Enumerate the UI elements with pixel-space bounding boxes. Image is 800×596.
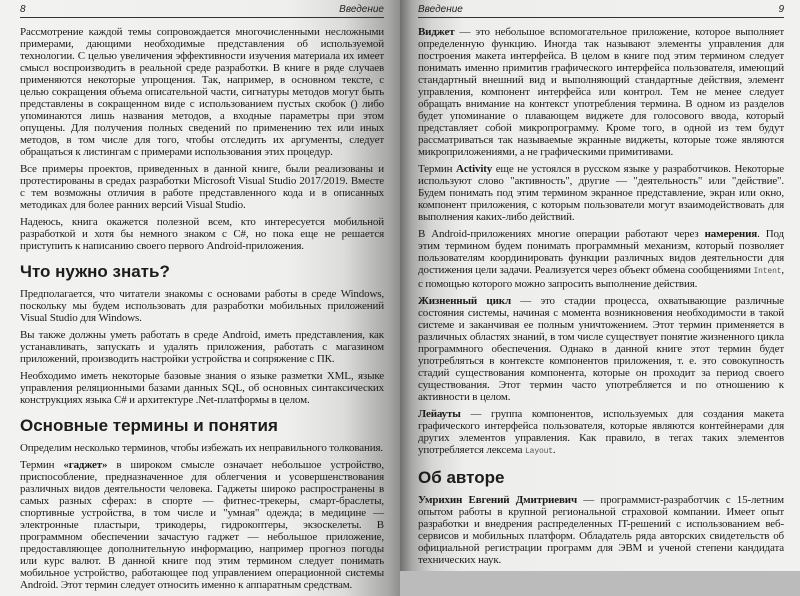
page-number: 9 [778, 4, 784, 15]
page-header [418, 4, 784, 18]
term: Умрихин Евгений Дмитриевич [418, 494, 577, 506]
text: в широком смысле означает небольшое устройство, приспособление, предназначенное для облегчения и усовершенствования различных видов деятельности человека. Гаджеты широко распространены в самых разных сферах: в спорте — фитнес-трекеры, смарт-браслеты, спортивные устройства, в том числе и "умная" одежда; в медицине — электронные пластыри, трикодеры, гидрокоптеры, экзоскелеты. В программном обеспечении зачастую гаджет — небольшое приложение, предоставляющее дополнительную информацию, например прогноз погоды или курс валют. В данной книге под этим термином следует понимать мобильное устройство, работающее под управлением операционной системы Android. Этот термин следует относить именно к аппаратным средствам. [20, 459, 384, 591]
paragraph: Вы также должны уметь работать в среде Android, иметь представления, как устанавливать, запускать и удалять приложения, работать с магазином приложений, производить настройки устройства и сопряжение с ПК. [20, 329, 384, 365]
paragraph [20, 459, 384, 591]
term: Activity [456, 163, 493, 175]
section-heading: Что нужно знать? [20, 262, 170, 281]
running-title: Введение [418, 4, 463, 15]
text: , с помощью которого можно запросить выполнение действия. [418, 264, 784, 290]
paragraph [418, 494, 784, 566]
paragraph: Необходимо иметь некоторые базовые знания о языке разметки XML, языке управления реляционными базами данных SQL, об основных синтаксических конструкциях языка C# и архитектуре .Net-платформы в целом. [20, 370, 384, 406]
text: . Под этим термином будем понимать программный механизм, который позволяет пользователям координировать функции различных видов деятельности для достижения цели задачи. Реализуется через объект обмена сообщениями [418, 228, 784, 276]
paragraph: Определим несколько терминов, чтобы избежать их неправильного толкования. [20, 442, 383, 454]
code: Intent [753, 267, 782, 276]
page-number: 8 [20, 4, 26, 15]
text: еще не устоялся в русском языке у разработчиков. Некоторые используют слово "активность", другие — "деятельность" или "действие". Будем понимать под этим термином экранное представление, экран или окно, компонент приложения, с которым пользователи могут взаимодействовать для выполнения каких-либо действий. [418, 163, 785, 223]
section-heading: Об авторе [418, 468, 505, 487]
code: Layout [525, 447, 553, 456]
term: «гаджет» [63, 459, 108, 471]
page-header [20, 4, 384, 18]
paragraph [418, 295, 784, 403]
paragraph: Надеюсь, книга окажется полезной всем, кто интересуется мобильной разработкой и хотя бы немного знаком с C#, но пока еще не решается приступить к написанию своего первого Android-приложения. [20, 216, 384, 252]
text: — группа компонентов, используемых для создания макета графического интерфейса пользователя, которые являются контейнерами для других элементов управления. Как правило, в тегах таких элементов употребляется лексема [418, 408, 784, 456]
paragraph [418, 26, 784, 158]
text: — это стадии процесса, охватывающие различные состояния системы, начиная с момента возникновения необходимости в такой системе и заканчивая ее полным уничтожением. Этот термин применяется в различных областях знаний, в том числе существует понятие жизненного цикла программного обеспечения. Однако в данной книге этот термин будет употребляться в контексте компонентов приложения, т. е. это совокупность стадий существования компонента, которые он проходит за период своего существования. Этот термин часто употребляется и по отношению к активности в целом. [418, 295, 784, 403]
paragraph [418, 163, 784, 223]
text: — это небольшое вспомогательное приложение, которое выполняет определенную функцию. Иногда так называют элементы управления для построения макета интерфейса. В целом в книге под этим термином следует понимать именно примитив графического интерфейса пользователя, имеющий стандартный внешний вид и выполняющий стандартные действия, элемент управления, компонент интерфейса или контрол. Тем не менее следует обращать внимание на контекст употребления термина. В одном из разделов будет упоминание о плавающем виджете для голосового ввода, который представляет собой микропрограмму. Кроме того, в одной из тем будут рассматриваться так называемые экранные виджеты, которые тоже являются микроприложениями, а не графическими примитивами. [418, 26, 784, 158]
section-heading: Основные термины и понятия [20, 416, 278, 435]
paragraph: Все примеры проектов, приведенных в данной книге, были реализованы и протестированы в средах разработки Microsoft Visual Studio 2017/2019. Вместе с тем возможны отличия в работе представленного кода и в описанных методиках для более ранних версий Visual Studio. [20, 163, 384, 211]
running-title: Введение [339, 4, 384, 15]
text: . [552, 444, 556, 456]
paragraph [418, 408, 784, 458]
text: Термин [20, 459, 64, 471]
paragraph [418, 228, 784, 290]
paragraph: Рассмотрение каждой темы сопровождается многочисленными несложными примерами, дающими необходимые представления об используемой технологии. С целью увеличения эффективности изучения материала их имеет смысл воспроизводить в реальной среде разработки. В книге в ряде случаев применяются некоторые упрощения. Так, например, в основном тексте, с целью сокращения объема описательной части, сигнатуры методов могут быть представлены в сокращенном виде с использованием пустых скобок () либо упоминаются лишь названия методов, а входные параметры при этом опущены. Для получения полных сведений по применению тех или иных методов, в том числе для того, чтобы отследить их аргументы, следует обращаться к листингам с примерами использования этих процедур. [20, 26, 384, 158]
text: — программист-разработчик с 15-летним опытом работы в крупной региональной страховой компании. Имеет опыт разработки и внедрения распределенных IT-решений с использованием веб-сервисов и мобильных платформ. Обладатель ряда авторских свидетельств об официальной регистрации программ для ЭВМ и ученой степени кандидата технических наук. [418, 494, 784, 566]
paragraph: Предполагается, что читатели знакомы с основами работы в среде Windows, поскольку мы будем использовать для разработки мобильных приложений Visual Studio для Windows. [20, 288, 384, 324]
term: Лейауты [418, 408, 461, 420]
text: Термин [418, 163, 457, 175]
term: Виджет [418, 26, 455, 38]
text: В Android-приложениях многие операции работают через [418, 228, 705, 240]
term: намерения [704, 228, 758, 240]
right-page [400, 0, 800, 571]
term: Жизненный цикл [418, 295, 511, 307]
